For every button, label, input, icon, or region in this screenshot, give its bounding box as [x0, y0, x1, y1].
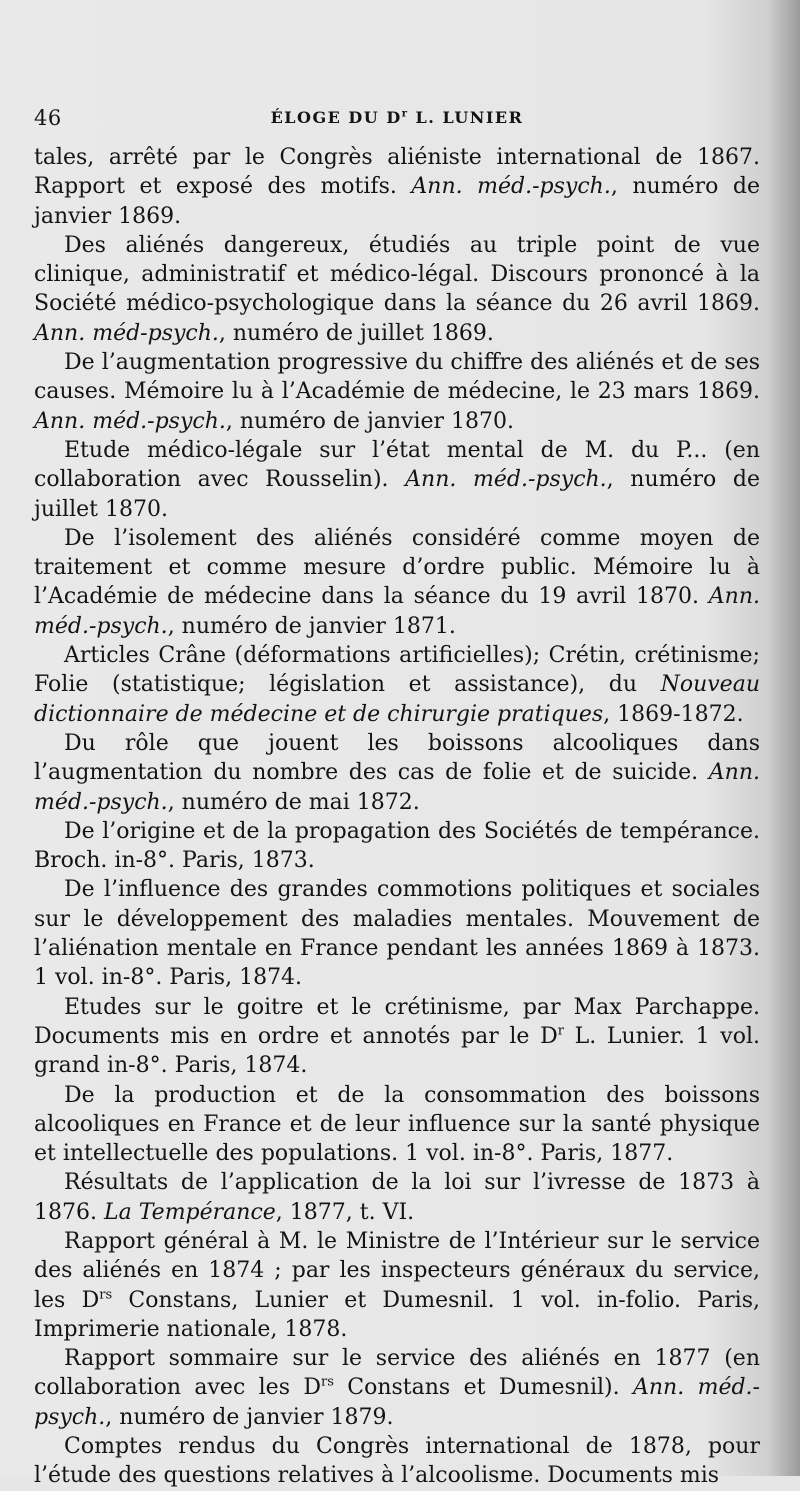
bibliography-entry: [34, 875, 760, 992]
entry-text: Des aliénés dangereux, étudiés au triple point de vue clinique, administratif et médico-légal. Discours prononcé à la Société médico-psychologique dans la séance du 26 avril 1869.: [34, 232, 760, 317]
bibliography-entry: [34, 729, 760, 817]
entry-text: , 1877, t. VI.: [275, 1199, 415, 1225]
entry-text: Etudes sur le goitre et le crétinisme, par Max Parchappe. Documents mis en ordre et annotés par le D: [34, 994, 760, 1049]
entry-text: De l’influence des grandes commotions politiques et sociales sur le développement des maladies mentales. Mouvement de l’aliénation mentale en France pendant les années 1869 à 1873. 1 vol. in-8°. Paris, 1874.: [34, 877, 760, 991]
body-text: [34, 143, 760, 1491]
superscript: rs: [321, 1375, 334, 1391]
entry-text: , 1869-1872.: [603, 701, 744, 727]
bibliography-entry: [34, 436, 760, 524]
bibliography-entry: [34, 817, 760, 876]
italic-title: Ann. méd.-psych.: [34, 760, 760, 815]
entry-text: L. Lunier. 1 vol. grand in-8°. Paris, 1874.: [34, 1023, 760, 1079]
italic-title: Ann. méd-psych.: [34, 320, 219, 346]
entry-text: Articles Crâne (déformations artificielles); Crétin, crétinisme; Folie (statistique; législation et assistance), du: [34, 643, 760, 698]
bibliography-entry: [34, 143, 760, 231]
entry-text: Constans, Lunier et Dumesnil. 1 vol. in-folio. Paris, Imprimerie nationale, 1878.: [34, 1287, 760, 1342]
entry-text: , numéro de janvier 1871.: [167, 613, 456, 639]
italic-title: Ann. méd.-psych.: [34, 584, 760, 639]
bibliography-entry: [34, 1081, 760, 1169]
italic-title: Ann. méd.-psych.: [405, 467, 607, 493]
entry-text: Constans et Dumesnil).: [333, 1375, 633, 1401]
italic-title: La Tempérance: [103, 1199, 276, 1225]
entry-text: , numéro de mai 1872.: [167, 789, 420, 815]
superscript: r: [557, 1023, 564, 1039]
running-head-prefix: ÉLOGE DU D: [270, 108, 402, 127]
entry-text: , numéro de janvier 1870.: [225, 408, 515, 434]
bibliography-entry: [34, 348, 760, 436]
page-header: [34, 102, 760, 134]
entry-text: De la production et de la consommation des boissons alcooliques en France et de leur influence sur la santé physique et intellectuelle des populations. 1 vol. in-8°. Paris, 1877.: [34, 1082, 760, 1167]
entry-text: Etude médico-légale sur l’état mental de M. du P... (en collaboration avec Rousselin).: [34, 437, 760, 493]
entry-text: De l’origine et de la propagation des Sociétés de tempérance. Broch. in-8°. Paris, 1873.: [34, 818, 760, 874]
superscript: rs: [99, 1287, 113, 1303]
entry-text: , numéro de janvier 1869.: [34, 174, 760, 229]
entry-text: , numéro de janvier 1879.: [105, 1404, 394, 1430]
entry-text: Rapport général à M. le Ministre de l’Intérieur sur le service des aliénés en 1874 ; par les inspecteurs généraux du service, les D: [34, 1228, 760, 1313]
entry-text: , numéro de juillet 1869.: [218, 320, 494, 346]
italic-title: Nouveau dictionnaire de médecine et de chirurgie pratiques: [34, 672, 760, 727]
bibliography-entry: [34, 1227, 760, 1344]
running-head-sup: r: [401, 108, 409, 120]
bibliography-entry: [34, 1432, 760, 1491]
running-head: [34, 102, 760, 134]
bibliography-entry: [34, 993, 760, 1081]
bibliography-entry: [34, 524, 760, 641]
italic-title: Ann. méd.-psych.: [34, 408, 226, 434]
entry-text: Résultats de l’application de la loi sur l’ivresse de 1873 à 1876.: [34, 1170, 760, 1225]
bibliography-entry: [34, 231, 760, 348]
italic-title: Ann. méd.-psych.: [411, 174, 611, 200]
bibliography-entry: [34, 1168, 760, 1227]
running-head-suffix: L. LUNIER: [408, 108, 524, 127]
entry-text: De l’augmentation progressive du chiffre des aliénés et de ses causes. Mémoire lu à l’Académie de médecine, le 23 mars 1869.: [34, 350, 760, 405]
entry-text: Rapport sommaire sur le service des aliénés en 1877 (en collaboration avec les D: [34, 1346, 760, 1401]
bibliography-entry: [34, 641, 760, 729]
entry-text: , numéro de juillet 1870.: [34, 467, 760, 522]
entry-text: tales, arrêté par le Congrès aliéniste international de 1867. Rapport et exposé des motifs.: [34, 145, 760, 200]
page-number: 46: [34, 106, 62, 130]
entry-text: De l’isolement des aliénés considéré comme moyen de traitement et comme mesure d’ordre public. Mémoire lu à l’Académie de médecine dans la séance du 19 avril 1870.: [34, 525, 760, 610]
bibliography-entry: [34, 1344, 760, 1432]
entry-text: Du rôle que jouent les boissons alcooliques dans l’augmentation du nombre des cas de folie et de suicide.: [34, 730, 760, 786]
italic-title: Ann. méd.-psych.: [34, 1375, 760, 1430]
entry-text: Comptes rendus du Congrès international de 1878, pour l’étude des questions relatives à l’alcoolisme. Documents mis: [34, 1434, 760, 1489]
